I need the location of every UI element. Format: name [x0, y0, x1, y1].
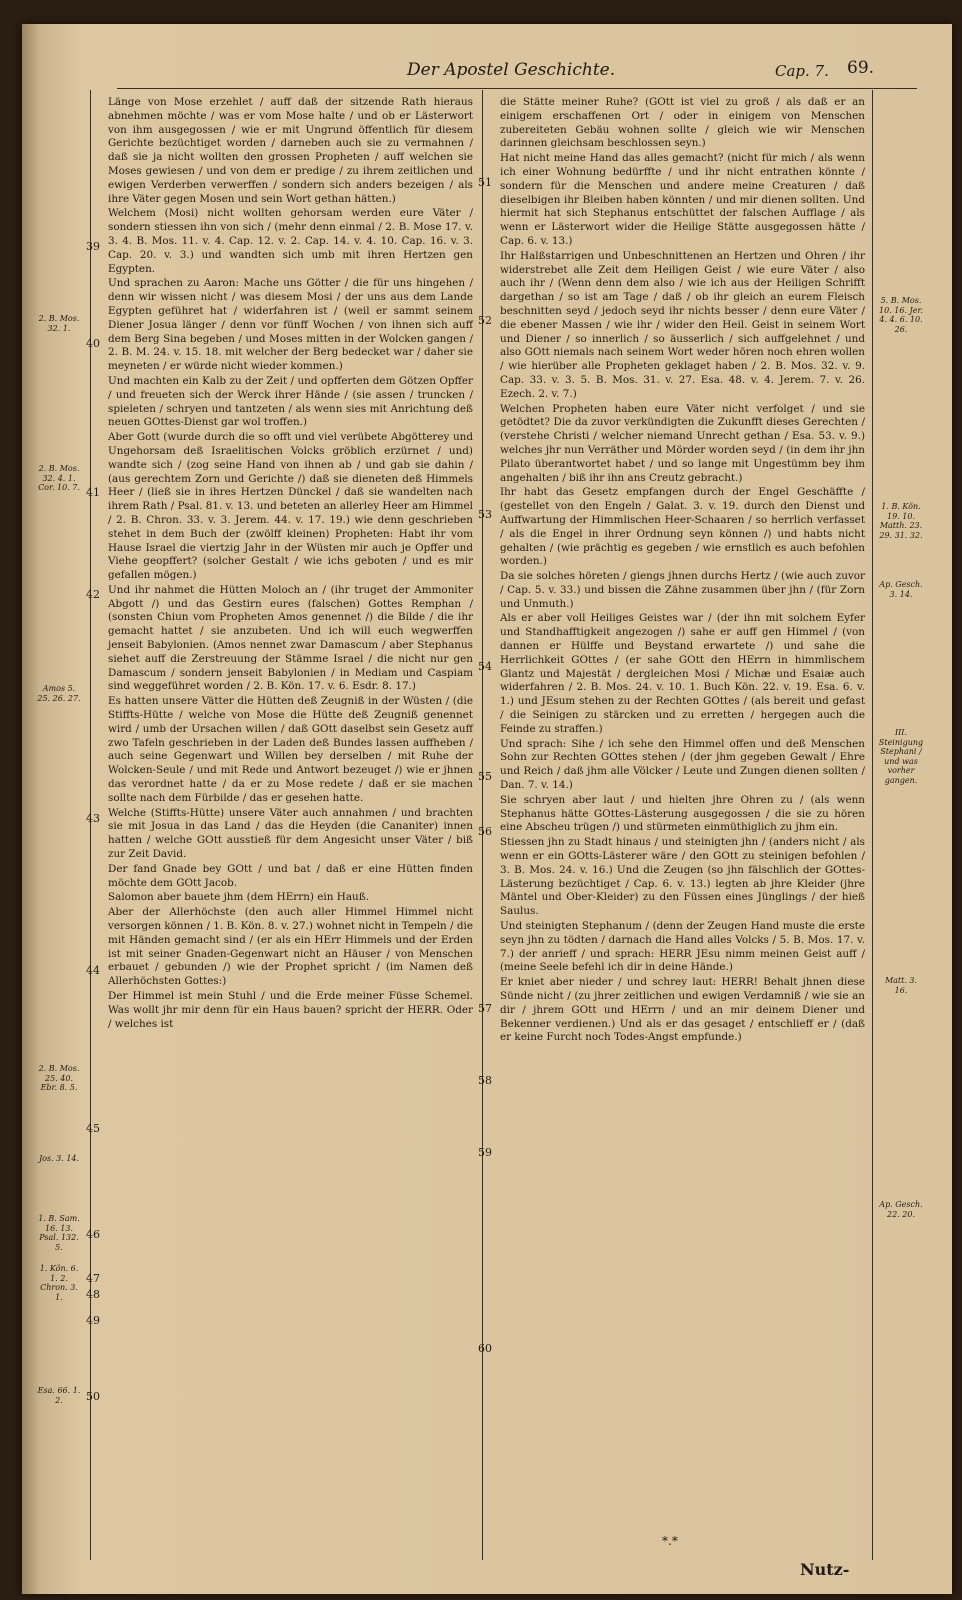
page-number: 69.	[847, 58, 875, 78]
running-title: Der Apostel Geschichte.	[407, 60, 616, 80]
book-page	[22, 24, 952, 1594]
chapter-label: Cap. 7.	[775, 62, 829, 80]
verse-number: 50	[86, 1390, 100, 1403]
margin-note-left: Amos 5. 25. 26. 27.	[37, 684, 81, 703]
verse-number: 44	[86, 964, 100, 977]
verse-number: 47	[86, 1272, 100, 1285]
verse-number: 54	[478, 660, 492, 673]
verse-number: 46	[86, 1228, 100, 1241]
running-header	[117, 58, 917, 89]
verse-paragraph: Der Himmel ist mein Stuhl / und die Erde meiner Füsse Schemel. Was wollt jhr mir denn für ein Haus bauen? spricht der HERR. Oder / welches ist	[108, 990, 473, 1030]
margin-note-right: III. Steinigung Stephani / und was vorher gangen.	[878, 728, 924, 785]
margin-note-right: Ap. Gesch. 22. 20.	[879, 1200, 923, 1219]
verse-number: 51	[478, 176, 492, 189]
verse-number: 52	[478, 314, 492, 327]
margin-note-right: 1. B. Kön. 19. 10. Matth. 23. 29. 31. 32.	[879, 502, 923, 540]
margin-note-left: Esa. 66. 1. 2.	[37, 1386, 81, 1405]
verse-number: 56	[478, 825, 492, 838]
margin-note-left: 1. Kön. 6. 1. 2. Chron. 3. 1.	[39, 1264, 79, 1302]
end-ornament: *.*	[662, 1534, 678, 1548]
verse-number: 55	[478, 770, 492, 783]
verse-paragraph: die Stätte meiner Ruhe? (GOtt ist viel zu groß / als daß er an einigem erschaffenen Ort / oder in einigem von Menschen zubereiteten Gebäu wohnen sollte / gleich wie wir Menschen darinnen gleichsam beschlossen seyn.)	[500, 96, 865, 150]
verse-number: 59	[478, 1146, 492, 1159]
verse-paragraph: Stiessen jhn zu Stadt hinaus / und steinigten jhn / (anders nicht / als wenn er ein GOtts-Lästerer wäre / den GOtt zu steinigen befohlen / 3. B. Mos. 24. v. 16.) Und die Zeugen (so jhn fälschlich der GOttes-Lästerung bezüchtiget / Cap. 6. v. 13.) legten ab jhre Kleider (jhre Mäntel und Ober-Kleider) zu den Füssen eines Jünglings / der hieß Saulus.	[500, 836, 865, 918]
verse-paragraph: Ihr habt das Gesetz empfangen durch der Engel Geschäffte / (gestellet von den Engeln / Galat. 3. v. 19. durch den Dienst und Auffwartung der Himmlischen Heer-Schaaren / so herrlich verfasset / als die Engel in ihrer Ordnung seyn können /) und habts nicht gehalten / (wie prächtig es gegeben / wie ernstlich es auch befohlen worden.)	[500, 486, 865, 568]
left-margin-rule	[90, 90, 91, 1560]
verse-paragraph: Und steinigten Stephanum / (denn der Zeugen Hand muste die erste seyn jhn zu tödten / darnach die Hand alles Volcks / 5. B. Mos. 17. v. 7.) der anrieff / und sprach: HERR JEsu nimm meinen Geist auff / (meine Seele befehl ich dir in deine Hände.)	[500, 920, 865, 974]
margin-note-left: Jos. 3. 14.	[38, 1154, 80, 1163]
verse-paragraph: Aber Gott (wurde durch die so offt und viel verübete Abgötterey und Ungehorsam deß Israelitischen Volcks gröblich erzürnet / und) wandte sich / (zog seine Hand von ihnen ab / und gab sie dahin / (aus gerechtem Zorn und Gerichte /) daß sie dieneten deß Himmels Heer / (ließ sie in ihres Hertzen Dünckel / daß sie wandelten nach ihrem Rath / Psal. 81. v. 13. und beteten an allerley Heer am Himmel / 2. B. Chron. 33. v. 3. Jerem. 44. v. 17. 19.) wie denn geschrieben stehet in dem Buch der (zwölff kleinen) Propheten: Habt ihr vom Hause Israel die viertzig Jahr in der Wüsten mir auch je Opffer und Viehe geopffert? (solcher Gestalt / wie ichs geboten / und es mir gefallen mögen.)	[108, 431, 473, 582]
margin-note-right: Ap. Gesch. 3. 14.	[879, 580, 923, 599]
verse-number: 45	[86, 1122, 100, 1135]
verse-paragraph: Ihr Halßstarrigen und Unbeschnittenen an Hertzen und Ohren / ihr widerstrebet alle Zeit dem Heiligen Geist / wie eure Väter / also auch ihr / (Wenn denn dem also / wie ich aus der Heiligen Schrifft dargethan / so ist am Tage / daß / ob ihr gleich an eurem Fleisch beschnitten seyd / jedoch seyd ihr nichts besser / denn eure Väter / die ebener Massen / wie ihr / wider den Heil. Geist in seinem Wort und Diener / so innerlich / so äusserlich / sich auffgelehnet / und also GOtt niemals nach seinem Wort weder hören noch ehren wollen / wie hierüber alle Propheten geklaget haben / 2. B. Mos. 32. v. 9. Cap. 33. v. 3. 5. B. Mos. 31. v. 27. Esa. 48. v. 4. Jerem. 7. v. 26. Ezech. 2. v. 7.)	[500, 249, 865, 400]
verse-number: 41	[86, 486, 100, 499]
verse-paragraph: Und machten ein Kalb zu der Zeit / und opfferten dem Götzen Opffer / und freueten sich der Werck ihrer Hände / (sie assen / truncken / spieleten / schryen und tantzeten / als wenn sies mit Anrichtung deß neuen GOttes-Dienst gar wol troffen.)	[108, 374, 473, 429]
margin-note-right: Matt. 3. 16.	[884, 976, 918, 995]
margin-note-left: 2. B. Mos. 25. 40. Ebr. 8. 5.	[38, 1064, 80, 1092]
verse-number: 40	[86, 337, 100, 350]
margin-note-left: 2. B. Mos. 32. 4. 1. Cor. 10. 7.	[38, 464, 80, 492]
verse-paragraph: Aber der Allerhöchste (den auch aller Himmel Himmel nicht versorgen können / 1. B. Kön. 8. v. 27.) wohnet nicht in Tempeln / die mit Händen gemacht sind / (er als ein HErr Himmels und der Erden ist mit seiner Gnaden-Gegenwart nicht an Häuser / von Menschen erbauet / gebunden /) wie der Prophet spricht / (im Namen deß Allerhöchsten Gottes:)	[108, 906, 473, 988]
verse-paragraph: Da sie solches höreten / giengs jhnen durchs Hertz / (wie auch zuvor / Cap. 5. v. 33.) und bissen die Zähne zusammen über jhn / (für Zorn und Unmuth.)	[500, 570, 865, 610]
verse-paragraph: Der fand Gnade bey GOtt / und bat / daß er eine Hütten finden möchte dem GOtt Jacob.	[108, 862, 473, 889]
verse-paragraph: Und ihr nahmet die Hütten Moloch an / (ihr truget der Ammoniter Abgott /) und das Gestirn eures (falschen) Gottes Remphan / (sonsten Chiun vom Propheten Amos genennet /) die Bilde / die ihr gemacht hattet / sie anzubeten. Und ich will euch wegwerffen jenseit Babylonien. (Amos nennet zwar Damascum / aber Stephanus siehet auff die Zerstreuung der Stämme Israel / die nicht nur gen Damascum / sondern jenseit Babylonien / in Mediam und Caspiam sind weggeführet worden / 2. B. Kön. 17. v. 6. Esdr. 8. 17.)	[108, 583, 473, 693]
verse-number: 58	[478, 1074, 492, 1087]
verse-number: 53	[478, 508, 492, 521]
verse-paragraph: Und sprach: Sihe / ich sehe den Himmel offen und deß Menschen Sohn zur Rechten GOttes stehen / (der jhm gegeben Gewalt / Ehre und Reich / daß jhm alle Völcker / Leute und Zungen dienen sollten / Dan. 7. v. 14.)	[500, 737, 865, 792]
verse-paragraph: Und sprachen zu Aaron: Mache uns Götter / die für uns hingehen / denn wir wissen nicht / was diesem Mosi / der uns aus dem Lande Egypten geführet hat / widerfahren ist / (weil er sammt seinem Diener Josua länger / denn vor fünff Wochen / von ihnen sich auff dem Berg Sina begeben / und Moses mitten in der Wolcken gangen / 2. B. M. 24. v. 15. 18. mit welcher der Berg bedecket war / daher sie meyneten / er würde nicht wieder kommen.)	[108, 277, 473, 373]
margin-note-left: 2. B. Mos. 32. 1.	[38, 314, 80, 333]
margin-note-right: 5. B. Mos. 10. 16. Jer. 4. 4. 6. 10. 26.	[879, 296, 923, 334]
verse-paragraph: Er kniet aber nieder / und schrey laut: HERR! Behalt jhnen diese Sünde nicht / (zu jhrer zeitlichen und ewigen Verdamniß / wie sie an dir / jhrem GOtt und HErrn / und an mir deinem Diener und Bekenner verdienen.) Und als er das gesaget / entschlieff er / (daß er keine Furcht noch Todes-Angst empfunde.)	[500, 976, 865, 1044]
verse-number: 49	[86, 1314, 100, 1327]
verse-paragraph: Es hatten unsere Vätter die Hütten deß Zeugniß in der Wüsten / (die Stiffts-Hütte / welche von Mose die Hütte deß Zeugniß genennet wird / umb der Ursachen willen / daß GOtt daselbst sein Gesetz auff zwo Tafeln geschrieben in der Laden deß Bundes lassen auffheben / auch seine Gegenwart und Willen bey derselben / mit Ruhe der Wolcken-Seule / und mit Rede und Antwort bezeuget /) wie er jhnen das verordnet hatte / da er zu Mose redete / daß er sie machen sollte nach dem Fürbilde / das er gesehen hatte.	[108, 695, 473, 804]
verse-paragraph: Salomon aber bauete jhm (dem HErrn) ein Hauß.	[108, 891, 369, 904]
verse-paragraph: Sie schryen aber laut / und hielten jhre Ohren zu / (als wenn Stephanus hätte GOttes-Lästerung ausgegossen / die sie zu hören eine Abscheu trügen /) und stürmeten einmüthiglich zu jhm ein.	[500, 793, 865, 834]
verse-number: 42	[86, 588, 100, 601]
verse-number: 60	[478, 1342, 492, 1355]
verse-paragraph: Als er aber voll Heiliges Geistes war / (der ihn mit solchem Eyfer und Standhafftigkeit angezogen /) sahe er auff gen Himmel / (von dannen er Hülffe und Beystand erwartete /) und sahe die Herrlichkeit GOttes / (er sahe GOtt den HErrn in himmlischem Glantz und Majestät / dergleichen Mosi / Michæ und Esaiæ auch widerfahren / 2. B. Mos. 24. v. 10. 1. Buch Kön. 22. v. 19. Esa. 6. v. 1.) und JEsum stehen zu der Rechten GOttes / (als bereit und gefast / die Seinigen zu stärcken und zu erretten / hergegen auch die Feinde zu straffen.)	[500, 612, 865, 735]
left-text-column	[108, 96, 473, 1032]
right-margin-rule	[872, 90, 873, 1560]
catchword: Nutz-	[800, 1560, 850, 1579]
verse-paragraph: Welchen Propheten haben eure Väter nicht verfolget / und sie getödtet? Die da zuvor verkündigten die Zukunfft dieses Gerechten / (verstehe Christi / welcher niemand Unrecht gethan / Esa. 53. v. 9.) welches jhr nun Verräther und Mörder worden seyd / (in dem ihr jhn Pilato überantwortet habet / und so lange mit Ungestümm bey ihm angehalten / biß ihr ihn ans Creutz gebracht.)	[500, 402, 865, 484]
verse-paragraph: Welchem (Mosi) nicht wollten gehorsam werden eure Väter / sondern stiessen ihn von sich / (mehr denn einmal / 2. B. Mose 17. v. 3. 4. B. Mos. 11. v. 4. Cap. 12. v. 2. Cap. 14. v. 4. 10. Cap. 16. v. 3. Cap. 20. v. 3.) und wandten sich umb mit ihren Hertzen gen Egypten.	[108, 207, 473, 275]
verse-number: 43	[86, 812, 100, 825]
verse-number: 48	[86, 1288, 100, 1301]
margin-note-left: 1. B. Sam. 16. 13. Psal. 132. 5.	[38, 1214, 80, 1252]
verse-number: 57	[478, 1002, 492, 1015]
verse-paragraph: Welche (Stiffts-Hütte) unsere Väter auch annahmen / und brachten sie mit Josua in das Land / das die Heyden (die Cananiter) innen hatten / welche GOtt ausstieß für dem Angesicht unser Väter / biß zur Zeit David.	[108, 806, 473, 861]
verse-paragraph: Hat nicht meine Hand das alles gemacht? (nicht für mich / als wenn ich einer Wohnung bedürffte / und ihr nicht entrathen könnte / sondern für die Menschen und andere meine Creaturen / daß dieselbigen ihr Bleiben haben könnten / und mir dienen sollten. Und hiermit hat sich Stephanus entschüttet der falschen Aufflage / als wenn er Lästerwort wider die Heilige Stätte ausgegossen hätte / Cap. 6. v. 13.)	[500, 152, 865, 247]
right-text-column	[500, 96, 865, 1046]
verse-paragraph: Länge von Mose erzehlet / auff daß der sitzende Rath hieraus abnehmen möchte / was er vom Mose halte / und ob er Lästerwort von ihm ausgegossen / wie er mit Ungrund öffentlich für diesem Gerichte bezüchtiget worden / darneben auch sie zu vermahnen / daß sie ja nicht wollten den grossen Propheten / auff welchen sie Moses gewiesen / und von dem er predige / zu ihrem zeitlichen und ewigen Verderben verwerffen / sondern sich anders bezeigen / als ihre Väter gegen Mosen und sein Wort gethan hätten.)	[108, 96, 473, 205]
verse-number: 39	[86, 240, 100, 253]
